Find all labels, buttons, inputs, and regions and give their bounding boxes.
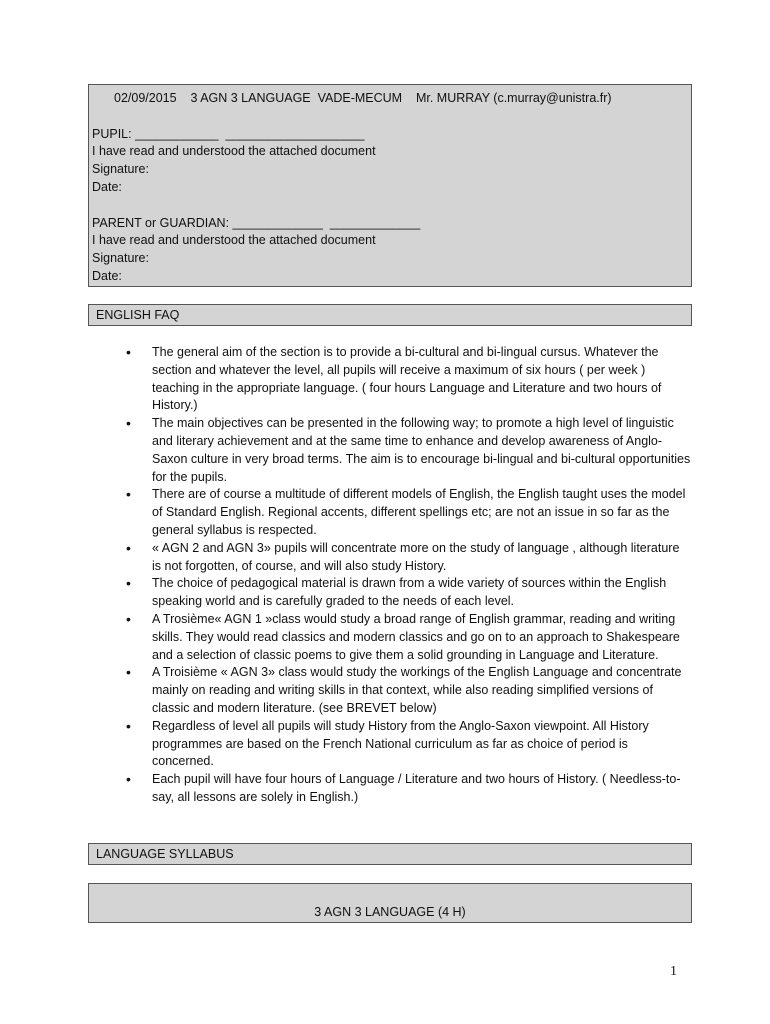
list-item: • A Trosième« AGN 1 »class would study a broad range of English grammar, reading and writing skills. They would read classics and modern classics and go on to an approach to Shakespeare and a selection of classic poems to give them a solid grounding in Language and Literature. <box>126 610 680 662</box>
list-item: • « AGN 2 and AGN 3» pupils will concentrate more on the study of language , although literature is not forgotten, of course, and will also study History. <box>126 539 680 573</box>
bullet-icon: • <box>126 771 131 788</box>
signature-form-box <box>88 84 692 287</box>
list-item: • There are of course a multitude of different models of English, the English taught uses the model of Standard English. Regional accents, different spellings etc; are not an issue in so far as the general syllabus is respected. <box>126 486 686 537</box>
list-item: • The choice of pedagogical material is drawn from a wide variety of sources within the English speaking world and is carefully graded to the needs of each level. <box>126 575 667 609</box>
language-syllabus-heading: LANGUAGE SYLLABUS <box>88 843 692 865</box>
parent-statement: I have read and understood the attached document <box>92 233 376 248</box>
list-item: • The main objectives can be presented in the following way; to promote a high level of linguistic and literary achievement and at the same time to enhance and develop awareness of Anglo-Saxon culture in very broad terms. The aim is to encourage bi-lingual and bi-cultural opportunities for the pupils. <box>126 415 691 484</box>
bullet-icon: • <box>126 717 131 734</box>
parent-signature-label: Signature: <box>92 251 149 266</box>
bullet-icon: • <box>126 610 131 627</box>
bullet-icon: • <box>126 575 131 592</box>
pupil-signature-label: Signature: <box>92 162 149 177</box>
page-number: 1 <box>670 964 677 979</box>
bullet-icon: • <box>126 344 131 360</box>
list-item: • The general aim of the section is to provide a bi-cultural and bi-lingual cursus. Whatever the section and whatever the level, all pupils will receive a maximum of six hours ( per week ) teaching in the appropriate language. ( four hours Language and Literature and two hours of History.) <box>126 344 662 413</box>
faq-list <box>126 344 691 807</box>
parent-name-field: PARENT or GUARDIAN: _____________ _____________ <box>92 215 421 230</box>
document-title-line: 02/09/2015 3 AGN 3 LANGUAGE VADE-MECUM Mr. MURRAY (c.murray@unistra.fr) <box>114 91 612 105</box>
english-faq-heading: ENGLISH FAQ <box>88 304 692 326</box>
list-item: • A Troisième « AGN 3» class would study the workings of the English Language and concentrate mainly on reading and writing skills in that context, while also reading simplified versions of classic and modern literature. (see BREVET below) <box>126 664 682 715</box>
bullet-icon: • <box>126 486 131 503</box>
parent-date-label: Date: <box>92 268 122 283</box>
list-item: • Regardless of level all pupils will study History from the Anglo-Saxon viewpoint. All History programmes are based on the French National curriculum as far as choice of period is concerned. <box>126 717 649 769</box>
course-title: 3 AGN 3 LANGUAGE (4 H) <box>314 905 466 919</box>
bullet-icon: • <box>126 664 131 681</box>
pupil-name-field: PUPIL: ____________ ____________________ <box>92 126 365 141</box>
pupil-statement: I have read and understood the attached document <box>92 144 376 159</box>
course-title-box <box>88 883 692 923</box>
bullet-icon: • <box>126 539 131 556</box>
pupil-date-label: Date: <box>92 179 122 194</box>
list-item: • Each pupil will have four hours of Language / Literature and two hours of History. ( Needless-to-say, all lessons are solely in English.) <box>126 771 681 804</box>
bullet-icon: • <box>126 415 131 432</box>
